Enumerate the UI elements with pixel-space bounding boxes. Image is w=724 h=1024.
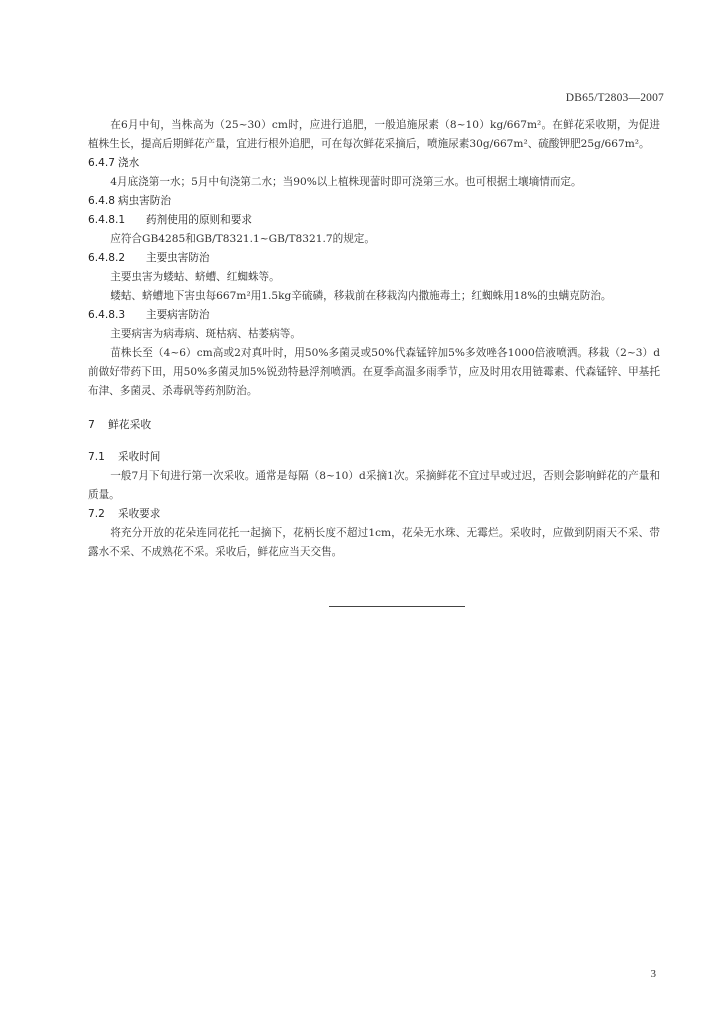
heading-6-4-8-2 — [88, 249, 660, 268]
paragraph-pests-control: 蝼蛄、蛴螬地下害虫每667m²用1.5kg辛硫磷，移栽前在移栽沟内撒施毒土；红蜘蛛用18%的虫螨克防治。 — [110, 290, 612, 302]
heading-number: 6.4.8 — [88, 195, 115, 207]
heading-title: 药剂使用的原则和要求 — [146, 214, 252, 226]
section-7 — [88, 415, 660, 434]
heading-number: 6.4.8.1 — [88, 214, 126, 226]
heading-title: 采收要求 — [118, 508, 161, 520]
paragraph-pests-list: 主要虫害为蝼蛄、蛴螬、红蜘蛛等。 — [110, 271, 280, 283]
section-title: 鲜花采收 — [108, 418, 152, 431]
heading-6-4-8-3 — [88, 306, 660, 325]
paragraph-diseases-list: 主要病害为病毒病、斑枯病、枯萎病等。 — [110, 328, 301, 340]
heading-title: 病虫害防治 — [118, 195, 171, 207]
standard-code: DB65/T2803—2007 — [565, 92, 664, 104]
heading-title: 主要病害防治 — [146, 309, 210, 321]
section-number: 7 — [88, 418, 95, 431]
paragraph-fertilize: 在6月中旬，当株高为（25~30）cm时，应进行追肥，一般追施尿素（8~10）kg/667m²。在鲜花采收期，为促进植株生长，提高后期鲜花产量，宜进行根外追肥，可在每次鲜花采摘后，喷施尿素30g/667m²、硫酸钾肥25g/667m²。 — [88, 119, 660, 150]
spacer — [88, 401, 660, 415]
page-content — [88, 116, 660, 562]
end-of-document-rule — [329, 606, 465, 607]
paragraph-harvest-time: 一般7月下旬进行第一次采收。通常是每隔（8~10）d采摘1次。采摘鲜花不宜过早或过迟，否则会影响鲜花的产量和质量。 — [88, 470, 660, 501]
heading-number: 7.2 — [88, 508, 105, 520]
heading-number: 6.4.8.3 — [88, 309, 126, 321]
page-number: 3 — [650, 968, 656, 980]
heading-7-1 — [88, 448, 660, 467]
heading-title: 主要虫害防治 — [146, 252, 210, 264]
heading-title: 浇水 — [118, 157, 140, 169]
heading-6-4-8-1 — [88, 211, 660, 230]
paragraph-diseases-control: 苗株长至（4~6）cm高或2对真叶时，用50%多菌灵或50%代森锰锌加5%多效唑各1000倍液喷洒。移栽（2~3）d前做好带药下田，用50%多菌灵加5%锐劲特悬浮剂喷洒。在夏季高温多雨季节，应及时用农用链霉素、代森锰锌、甲基托布津、多菌灵、杀毒矾等药剂防治。 — [88, 347, 660, 397]
paragraph-watering: 4月底浇第一水；5月中旬浇第二水；当90%以上植株现蕾时即可浇第三水。也可根据土壤墒情而定。 — [110, 176, 582, 188]
heading-6-4-7 — [88, 154, 660, 173]
heading-title: 采收时间 — [118, 451, 161, 463]
paragraph-harvest-requirements: 将充分开放的花朵连同花托一起摘下，花柄长度不超过1cm，花朵无水珠、无霉烂。采收时，应做到阴雨天不采、带露水不采、不成熟花不采。采收后，鲜花应当天交售。 — [88, 527, 660, 558]
heading-7-2 — [88, 505, 660, 524]
heading-number: 6.4.7 — [88, 157, 115, 169]
heading-6-4-8 — [88, 192, 660, 211]
heading-number: 7.1 — [88, 451, 105, 463]
heading-number: 6.4.8.2 — [88, 252, 126, 264]
paragraph-pesticide-rules: 应符合GB4285和GB/T8321.1~GB/T8321.7的规定。 — [110, 233, 375, 245]
spacer — [88, 434, 660, 448]
